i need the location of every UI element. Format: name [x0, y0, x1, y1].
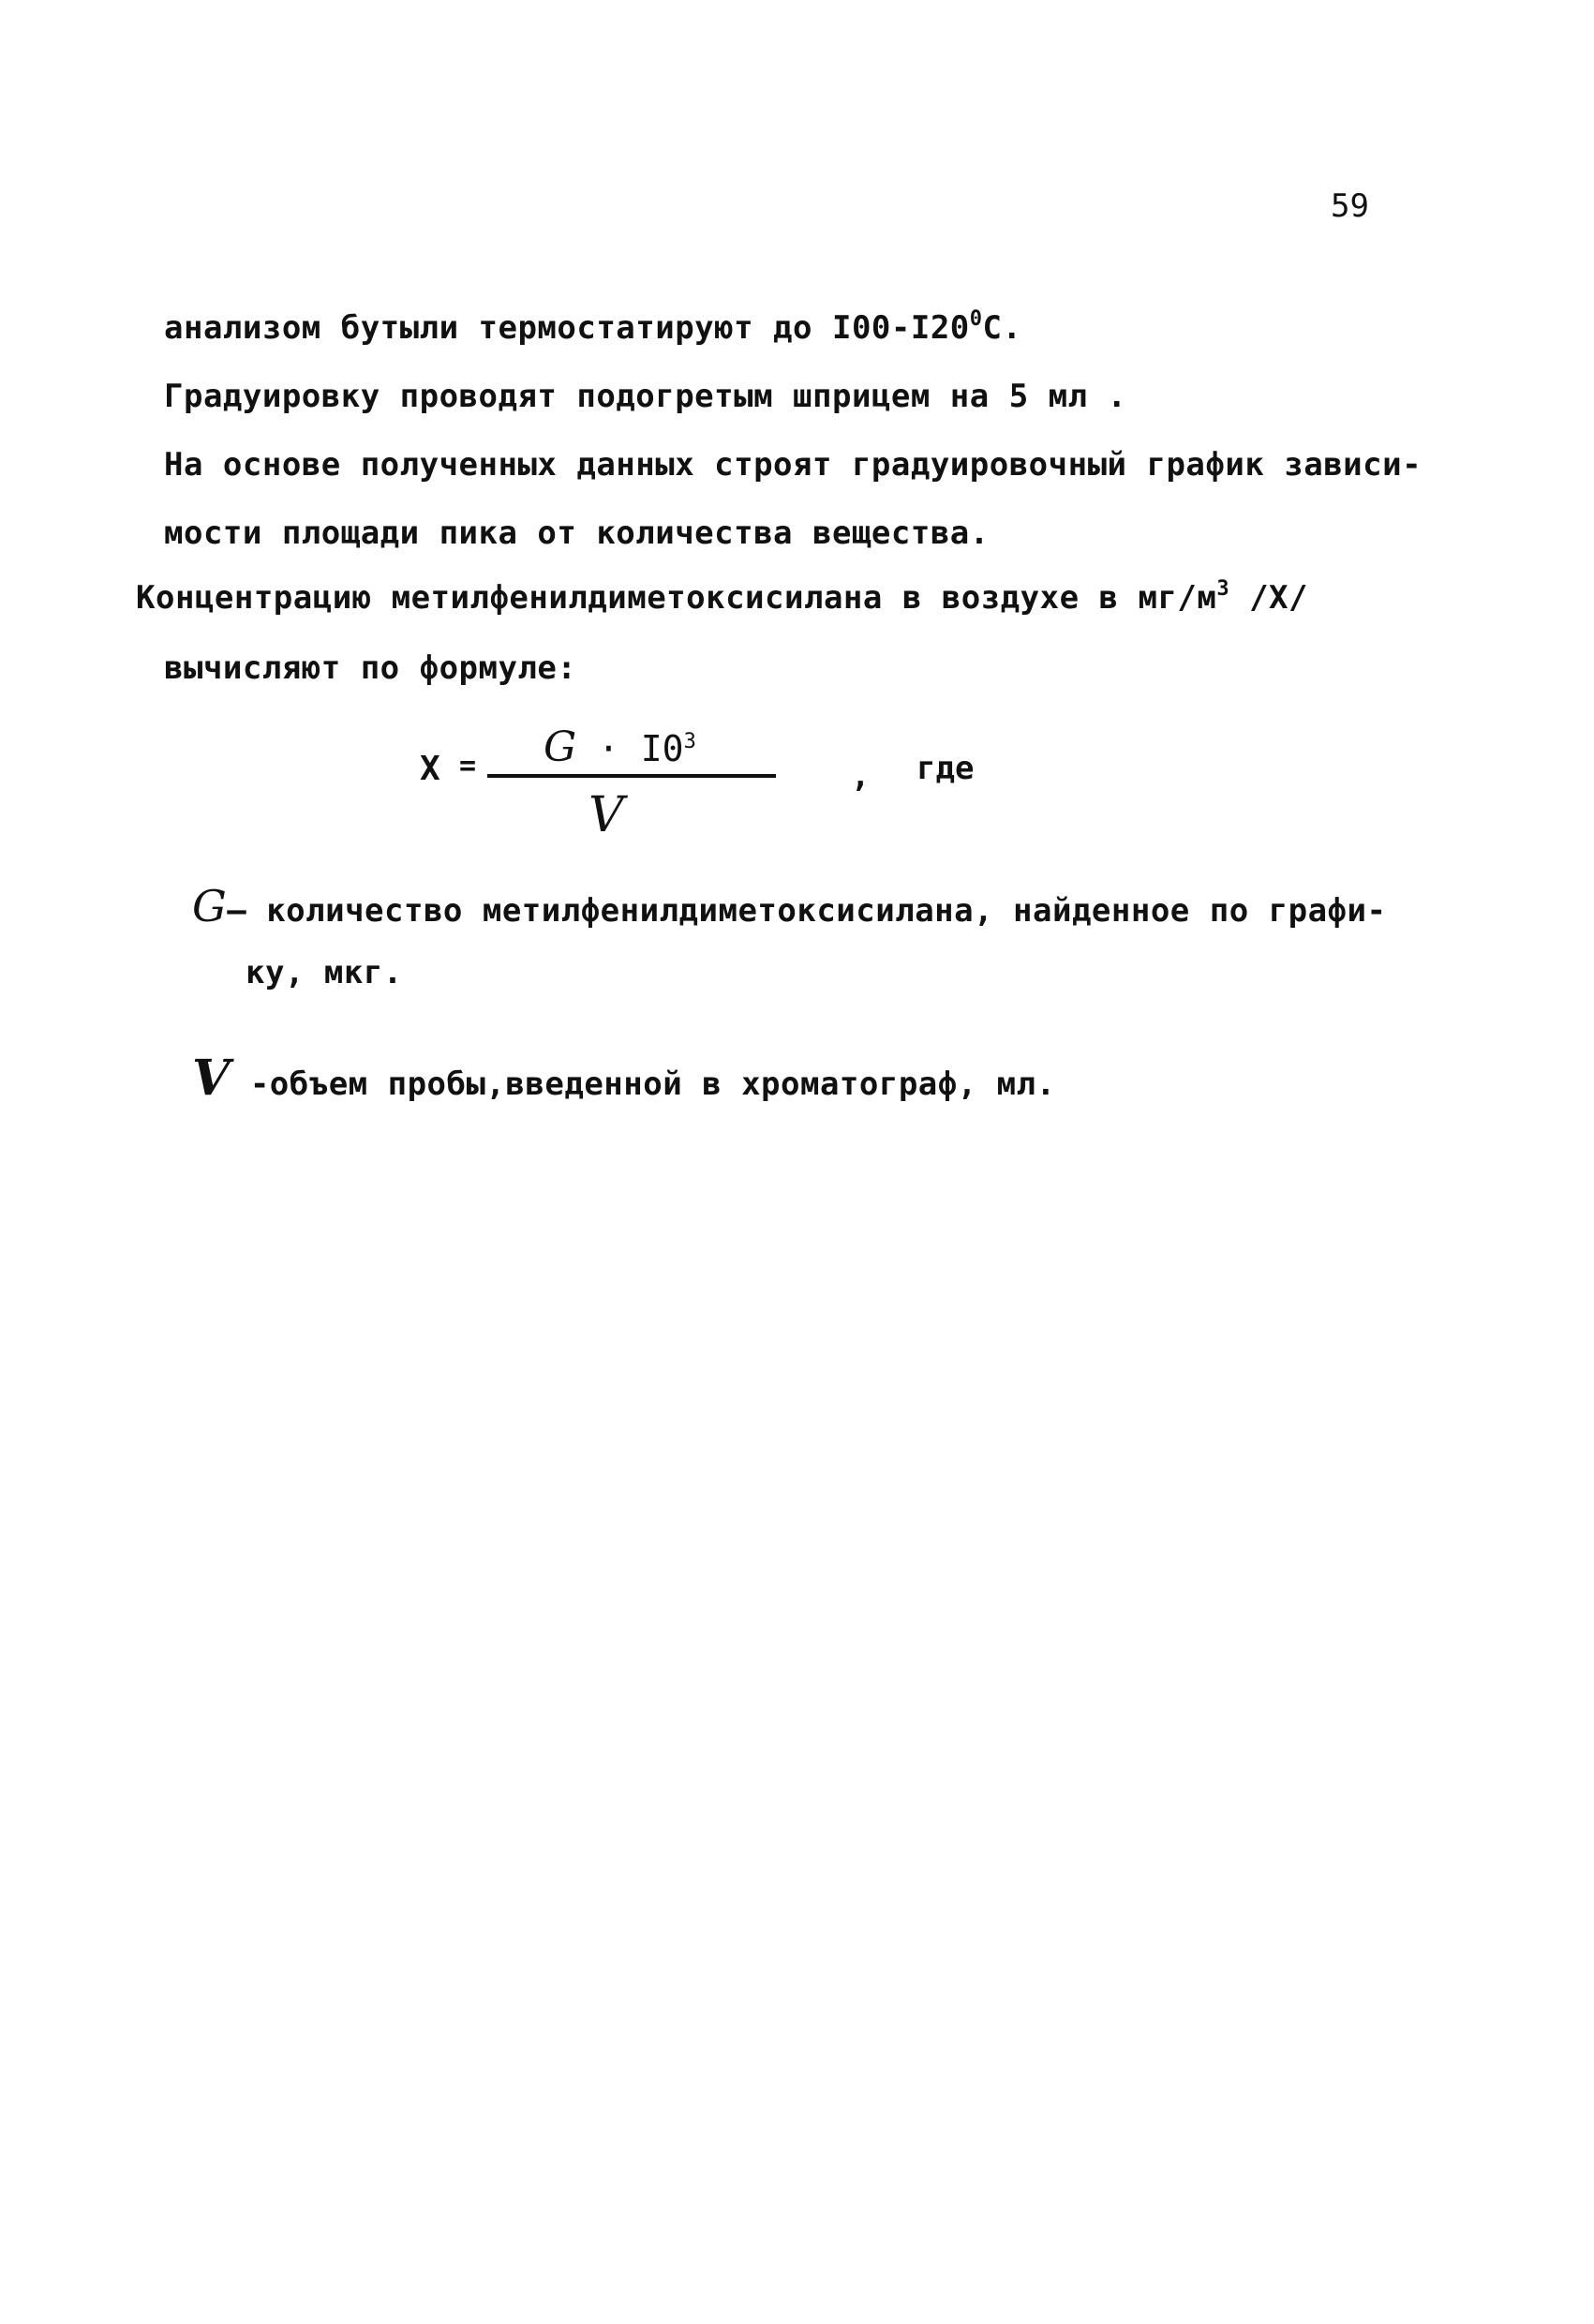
- definition-g: [192, 881, 1386, 931]
- text-line-1-main: анализом бутыли термостатируют до I00-I20: [164, 309, 970, 347]
- formula-numerator: [544, 723, 696, 771]
- definition-g-continuation: ку, мкг.: [246, 954, 403, 991]
- formula-where-label: где: [916, 750, 975, 787]
- text-line-1-tail: С.: [982, 309, 1022, 347]
- formula-lhs: X: [420, 750, 440, 788]
- formula-numerator-exponent: 3: [683, 730, 696, 753]
- formula-comma: ,: [851, 757, 871, 795]
- cube-superscript: 3: [1216, 577, 1230, 601]
- text-line-5-main: Концентрацию метилфенилдиметоксисилана в воздухе в мг/м: [136, 579, 1217, 617]
- formula-numerator-symbol: G: [544, 723, 577, 771]
- formula-equals: =: [459, 750, 477, 782]
- formula-numerator-dot: ·: [576, 728, 641, 769]
- definition-v: [192, 1050, 1056, 1107]
- definition-v-symbol: V: [192, 1050, 231, 1107]
- definition-g-symbol: G: [192, 881, 228, 931]
- text-line-2: Градуировку проводят подогретым шприцем на 5 мл .: [164, 378, 1127, 415]
- text-line-3: На основе полученных данных строят градуировочный график зависи-: [164, 446, 1423, 484]
- text-line-6: вычисляют по формуле:: [164, 649, 577, 687]
- definition-v-text: -объем пробы,введенной в хроматограф, мл.: [230, 1065, 1056, 1103]
- definition-g-text: – количество метилфенилдиметоксисилана, найденное по графи-: [227, 892, 1387, 930]
- fraction-bar: [487, 774, 776, 778]
- text-line-5-tail: /X/: [1229, 579, 1308, 617]
- formula-denominator: V: [588, 787, 624, 843]
- text-line-1: [164, 309, 1021, 347]
- degree-superscript: 0: [969, 307, 983, 331]
- text-line-4: мости площади пика от количества вещества.: [164, 514, 990, 552]
- formula-numerator-base: I0: [640, 728, 684, 769]
- text-line-5: [136, 579, 1308, 617]
- page-number: 59: [1331, 187, 1369, 225]
